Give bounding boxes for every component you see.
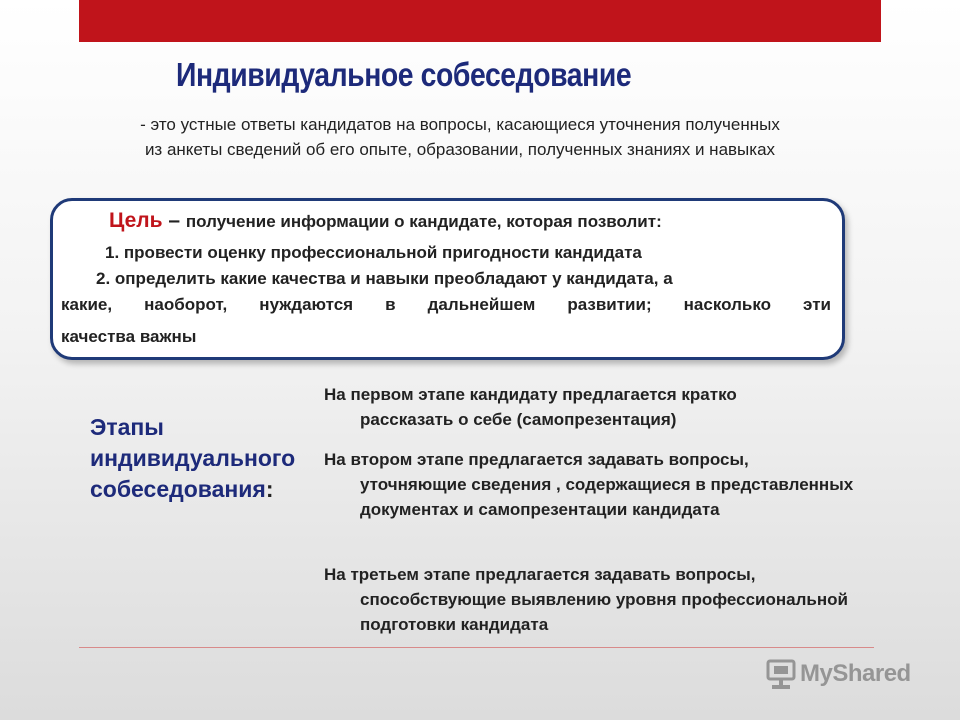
stage-lead: На первом этапе кандидату предлагается кратко [324, 385, 737, 404]
goal-item-1: 1. провести оценку профессиональной пригодности кандидата [105, 243, 642, 262]
stages-title-colon: : [265, 476, 274, 502]
stages-title [90, 412, 295, 505]
page-title: Индивидуальное собеседование [176, 56, 632, 93]
stages-title-line1: Этапы [90, 414, 164, 440]
stages-title-line3: собеседования [90, 476, 266, 502]
definition-text: - это устные ответы кандидатов на вопросы, касающиеся уточнения полученных из анкеты сведений об его опыте, образовании, полученных знаниях и навыках [140, 115, 780, 159]
stages-title-line2: индивидуального [90, 445, 296, 471]
watermark-text: MyShared [800, 660, 911, 687]
stage-detail: способствующие выявлению уровня профессиональной подготовки кандидата [360, 590, 848, 634]
goal-label: Цель [109, 209, 163, 232]
stage-item-3 [324, 562, 904, 637]
stage-detail: уточняющие сведения , содержащиеся в представленных документах и самопрезентации кандидата [360, 475, 854, 519]
myshared-logo-icon [766, 657, 796, 691]
bottom-divider [79, 647, 874, 648]
goal-box [50, 198, 845, 360]
stage-detail: рассказать о себе (самопрезентация) [360, 410, 677, 429]
top-red-bar [79, 0, 881, 42]
watermark [766, 656, 911, 692]
goal-heading [109, 209, 662, 233]
goal-dash: – [162, 209, 186, 232]
goal-item-2-end: качества важны [61, 327, 197, 346]
goal-item-2: 2. определить какие качества и навыки преобладают у кандидата, а [96, 269, 673, 288]
stage-item-2 [324, 447, 904, 522]
goal-intro: получение информации о кандидате, которая позволит: [185, 212, 662, 231]
stage-lead: На третьем этапе предлагается задавать вопросы, [324, 565, 756, 584]
stage-lead: На втором этапе предлагается задавать вопросы, [324, 450, 749, 469]
goal-item-2-continuation: какие, наоборот, нуждаются в дальнейшем развитии; насколько эти [61, 295, 831, 314]
stage-item-1 [324, 382, 904, 432]
